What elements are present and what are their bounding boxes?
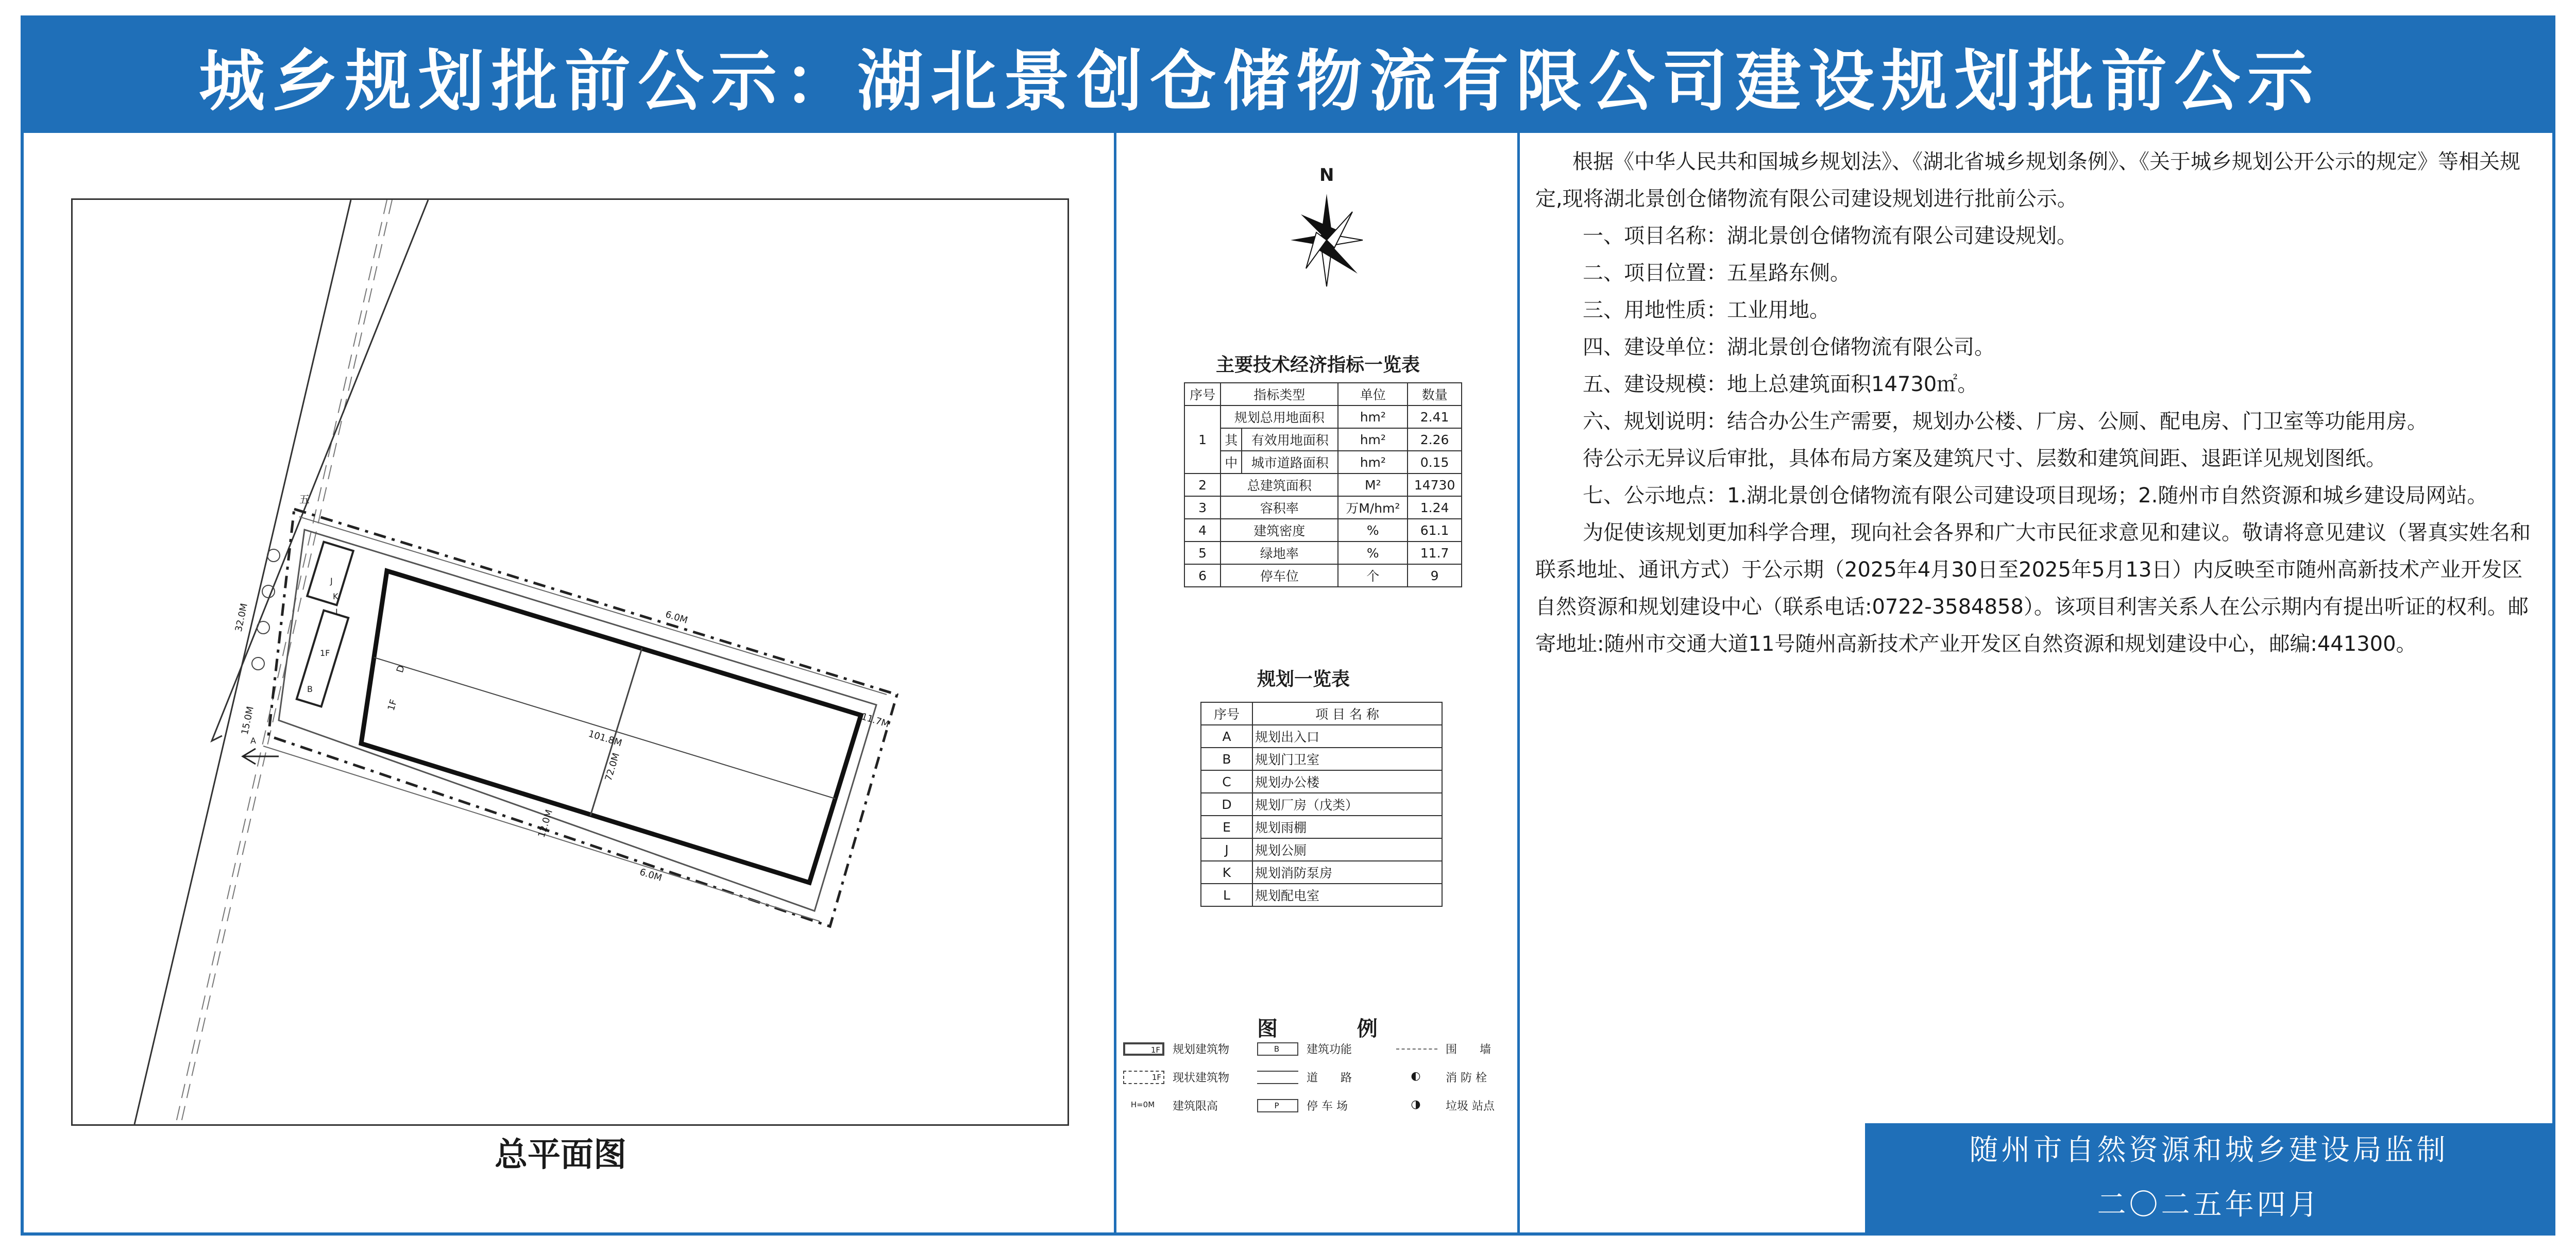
table-row (1201, 748, 1442, 770)
legend-label: 道 路 (1307, 1072, 1352, 1085)
table-cell: 个 (1338, 564, 1408, 587)
plan-building-label: J (330, 576, 333, 586)
table-header-cell: 项 目 名 称 (1252, 702, 1442, 725)
plan-dimension-label: 11.7M (860, 711, 891, 730)
plan-building-label: 1F (320, 648, 330, 658)
table-cell: E (1201, 816, 1252, 838)
table-cell: hm² (1338, 405, 1408, 428)
legend-label: 建筑功能 (1307, 1043, 1352, 1056)
plan-building-label: D (394, 664, 408, 674)
plan-road-width-label: 15.0M (239, 705, 256, 736)
table-cell: 2 (1184, 474, 1221, 496)
legend-item (1396, 1097, 1495, 1113)
table-cell: 规划配电室 (1252, 884, 1442, 906)
table-cell: 停车位 (1221, 564, 1338, 587)
legend-label: 消 防 栓 (1446, 1072, 1487, 1085)
wall-icon (1396, 1049, 1437, 1050)
legend-item (1396, 1069, 1487, 1085)
table-cell: 建筑密度 (1221, 519, 1338, 542)
table-cell: 中 (1221, 451, 1242, 474)
table-row (1184, 428, 1462, 451)
column-divider-left (1114, 133, 1116, 1232)
table-cell: 0.15 (1408, 451, 1462, 474)
legend-item (1123, 1097, 1218, 1113)
table-row (1201, 861, 1442, 884)
table-cell: hm² (1338, 451, 1408, 474)
plan-dimension-label: 101.8M (587, 728, 623, 749)
building-function-icon: B (1257, 1042, 1298, 1056)
table-cell: % (1338, 519, 1408, 542)
legend-label: 垃圾 站点 (1446, 1100, 1495, 1113)
table-header-cell: 数量 (1408, 383, 1462, 405)
notice-paragraph: 根据《中华人民共和国城乡规划法》、《湖北省城乡规划条例》、《关于城乡规划公开公示的规定》等相关规定,现将湖北景创仓储物流有限公司建设规划进行批前公示。 (1535, 150, 2520, 211)
plan-building-label: 1F (385, 698, 400, 712)
table-row (1201, 838, 1442, 861)
legend-item (1257, 1069, 1352, 1085)
fire-hydrant-icon: ◐ (1411, 1069, 1421, 1083)
table-cell: 1 (1184, 405, 1221, 474)
legend-item (1123, 1041, 1229, 1057)
notice-paragraph: 六、规划说明：结合办公生产需要，规划办公楼、厂房、公厕、配电房、门卫室等功能用房。 (1583, 410, 2428, 433)
legend-label: 停 车 场 (1307, 1100, 1348, 1113)
table-row (1184, 564, 1462, 587)
table-cell: C (1201, 770, 1252, 793)
notice-paragraph: 为促使该规划更加科学合理，现向社会各界和广大市民征求意见和建议。敬请将意见建议（署真实姓名和联系地址、通讯方式）于公示期（2025年4月30日至2025年5月13日）内反映至市随州高新技术产业开发区自然资源和规划建设中心（联系电话:0722-3584858）。该项目利害关系人在公示期内有提出听证的权利。邮寄地址:随州市交通大道11号随州高新技术产业开发区自然资源和规划建设中心，邮编:441300。 (1535, 521, 2531, 656)
table-cell: A (1201, 725, 1252, 748)
table-row (1184, 405, 1462, 428)
table-cell: % (1338, 542, 1408, 564)
table-cell: 11.7 (1408, 542, 1462, 564)
table-cell: 规划出入口 (1252, 725, 1442, 748)
table-row (1184, 474, 1462, 496)
table-cell: 规划厂房（戊类） (1252, 793, 1442, 816)
indicators-title: 主要技术经济指标一览表 (1216, 354, 1420, 376)
table-header-cell: 序号 (1184, 383, 1221, 405)
table-header-row (1201, 702, 1442, 725)
footer-box (1865, 1123, 2553, 1232)
height-limit-icon: H=0M (1130, 1100, 1155, 1109)
legend-item (1257, 1097, 1348, 1113)
table-header-row (1184, 383, 1462, 405)
table-cell: 规划雨棚 (1252, 816, 1442, 838)
page-title: 城乡规划批前公示：湖北景创仓储物流有限公司建设规划批前公示 (24, 19, 2552, 133)
notice-paragraph: 七、公示地点：1.湖北景创仓储物流有限公司建设项目现场；2.随州市自然资源和城乡建设局网站。 (1583, 484, 2488, 508)
table-row (1184, 542, 1462, 564)
plan-list-table (1200, 702, 1443, 907)
table-cell: 5 (1184, 542, 1221, 564)
notice-paragraph: 五、建设规模：地上总建筑面积14730㎡。 (1583, 373, 1978, 396)
road-icon (1257, 1071, 1298, 1084)
table-row (1184, 451, 1462, 474)
table-cell: 其 (1221, 428, 1242, 451)
notice-paragraph: 四、建设单位：湖北景创仓储物流有限公司。 (1583, 335, 1995, 359)
plan-building-label: K (333, 591, 338, 601)
notice-paragraph: 二、项目位置：五星路东侧。 (1583, 261, 1851, 285)
parking-icon: P (1257, 1099, 1298, 1112)
table-cell: 规划办公楼 (1252, 770, 1442, 793)
table-cell: 绿地率 (1221, 542, 1338, 564)
table-header-cell: 单位 (1338, 383, 1408, 405)
plan-road-width-label: 32.0M (233, 602, 250, 633)
legend-item (1257, 1041, 1352, 1057)
table-cell: 容积率 (1221, 496, 1338, 519)
table-cell: 2.26 (1408, 428, 1462, 451)
plan-building-label: B (307, 684, 313, 694)
legend-label: 围 墙 (1446, 1043, 1492, 1056)
table-header-cell: 序号 (1201, 702, 1252, 725)
footer-org: 随州市自然资源和城乡建设局监制 (1969, 1134, 2449, 1167)
table-cell: B (1201, 748, 1252, 770)
plan-dimension-label: 12.0M (536, 808, 555, 839)
notice-paragraph: 一、项目名称：湖北景创仓储物流有限公司建设规划。 (1583, 224, 2077, 248)
notice-text (1535, 143, 2537, 663)
table-cell: 规划消防泵房 (1252, 861, 1442, 884)
notice-paragraph: 三、用地性质：工业用地。 (1583, 298, 1830, 322)
legend-item (1123, 1069, 1229, 1085)
table-cell: 14730 (1408, 474, 1462, 496)
legend (1123, 1041, 1535, 1123)
table-cell: 城市道路面积 (1242, 451, 1338, 474)
compass-north-label: N (1319, 165, 1334, 185)
legend-item (1396, 1041, 1491, 1057)
site-plan-drawing (71, 198, 1069, 1126)
table-cell: 有效用地面积 (1242, 428, 1338, 451)
table-cell: 61.1 (1408, 519, 1462, 542)
plan-building-label: A (250, 736, 256, 746)
legend-title: 图 例 (1257, 1017, 1414, 1041)
table-cell: 1.24 (1408, 496, 1462, 519)
table-cell: 规划公厕 (1252, 838, 1442, 861)
plan-caption: 总平面图 (495, 1136, 626, 1174)
table-row (1184, 496, 1462, 519)
footer-date: 二〇二五年四月 (2097, 1188, 2321, 1222)
table-row (1201, 816, 1442, 838)
table-cell: 4 (1184, 519, 1221, 542)
table-header-cell: 指标类型 (1221, 383, 1338, 405)
plan-dimension-label: 72.0M (603, 751, 622, 783)
legend-label: 建筑限高 (1173, 1100, 1218, 1113)
indicators-table (1184, 382, 1462, 587)
existing-building-icon: 1F (1123, 1071, 1164, 1084)
table-cell: hm² (1338, 428, 1408, 451)
table-cell: 总建筑面积 (1221, 474, 1338, 496)
plan-building-label: L (335, 607, 340, 617)
plan-dimension-label: 6.0M (664, 609, 689, 626)
table-row (1201, 725, 1442, 748)
table-cell: 6 (1184, 564, 1221, 587)
table-row (1201, 793, 1442, 816)
table-cell: M² (1338, 474, 1408, 496)
table-row (1184, 519, 1462, 542)
legend-label: 现状建筑物 (1173, 1072, 1230, 1085)
table-cell: K (1201, 861, 1252, 884)
plan-dimension-label: 6.0M (638, 867, 664, 884)
table-cell: 2.41 (1408, 405, 1462, 428)
legend-label: 规划建筑物 (1173, 1043, 1230, 1056)
table-cell: 万M/hm² (1338, 496, 1408, 519)
table-cell: J (1201, 838, 1252, 861)
table-row (1201, 884, 1442, 906)
table-cell: 3 (1184, 496, 1221, 519)
garbage-station-icon: ◑ (1411, 1097, 1421, 1111)
table-cell: 9 (1408, 564, 1462, 587)
table-cell: D (1201, 793, 1252, 816)
table-cell: L (1201, 884, 1252, 906)
planned-building-icon: 1F (1123, 1042, 1164, 1056)
table-cell: 规划总用地面积 (1221, 405, 1338, 428)
notice-paragraph: 待公示无异议后审批，具体布局方案及建筑尺寸、层数和建筑间距、退距详见规划图纸。 (1583, 447, 2386, 470)
table-cell: 规划门卫室 (1252, 748, 1442, 770)
plan-list-title: 规划一览表 (1257, 669, 1350, 690)
table-row (1201, 770, 1442, 793)
plan-road-label: 五 (299, 493, 310, 505)
north-compass-icon (1285, 165, 1368, 299)
